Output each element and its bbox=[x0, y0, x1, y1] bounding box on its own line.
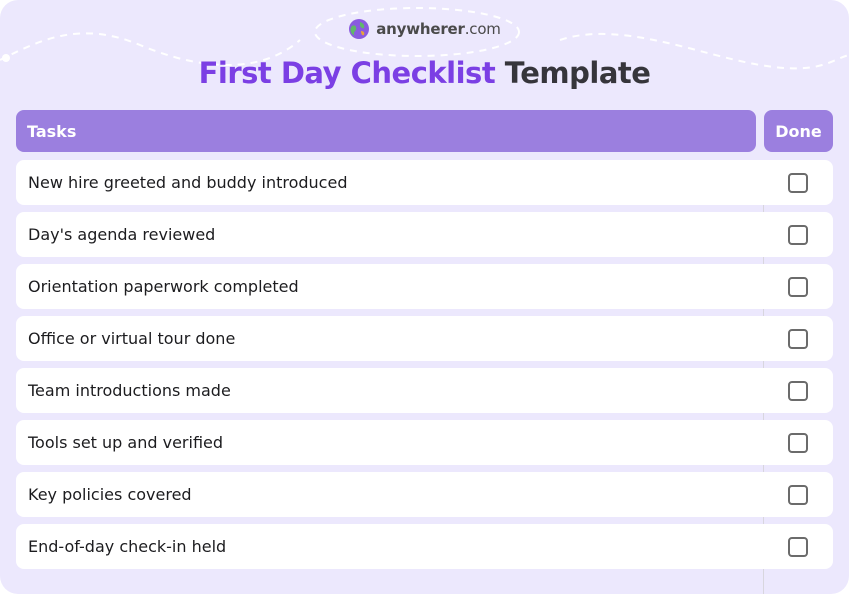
task-label: Team introductions made bbox=[28, 381, 231, 400]
globe-logo-icon bbox=[348, 18, 370, 40]
table-row bbox=[16, 420, 833, 465]
table-row bbox=[16, 524, 833, 569]
done-checkbox[interactable] bbox=[788, 381, 808, 401]
done-checkbox[interactable] bbox=[788, 329, 808, 349]
table-row bbox=[16, 316, 833, 361]
done-checkbox[interactable] bbox=[788, 433, 808, 453]
done-checkbox[interactable] bbox=[788, 537, 808, 557]
brand-domain: .com bbox=[464, 20, 501, 38]
page-title bbox=[0, 56, 849, 90]
task-label: Tools set up and verified bbox=[28, 433, 224, 452]
done-checkbox[interactable] bbox=[788, 485, 808, 505]
task-label: Day's agenda reviewed bbox=[28, 225, 216, 244]
title-highlight: First Day Checklist bbox=[198, 56, 496, 90]
done-column-header: Done bbox=[764, 110, 833, 152]
task-label: Office or virtual tour done bbox=[28, 329, 236, 348]
table-row bbox=[16, 160, 833, 205]
task-label: New hire greeted and buddy introduced bbox=[28, 173, 348, 192]
dashed-decoration bbox=[0, 0, 849, 110]
table-row bbox=[16, 212, 833, 257]
table-row bbox=[16, 472, 833, 517]
done-checkbox[interactable] bbox=[788, 277, 808, 297]
title-rest: Template bbox=[504, 56, 651, 90]
task-label: Orientation paperwork completed bbox=[28, 277, 299, 296]
brand-logo bbox=[0, 18, 849, 40]
task-label: Key policies covered bbox=[28, 485, 192, 504]
done-checkbox[interactable] bbox=[788, 225, 808, 245]
table-row bbox=[16, 368, 833, 413]
tasks-column-header: Tasks bbox=[16, 110, 756, 152]
table-row bbox=[16, 264, 833, 309]
done-checkbox[interactable] bbox=[788, 173, 808, 193]
task-label: End-of-day check-in held bbox=[28, 537, 227, 556]
brand-name: anywherer.com bbox=[376, 20, 501, 38]
